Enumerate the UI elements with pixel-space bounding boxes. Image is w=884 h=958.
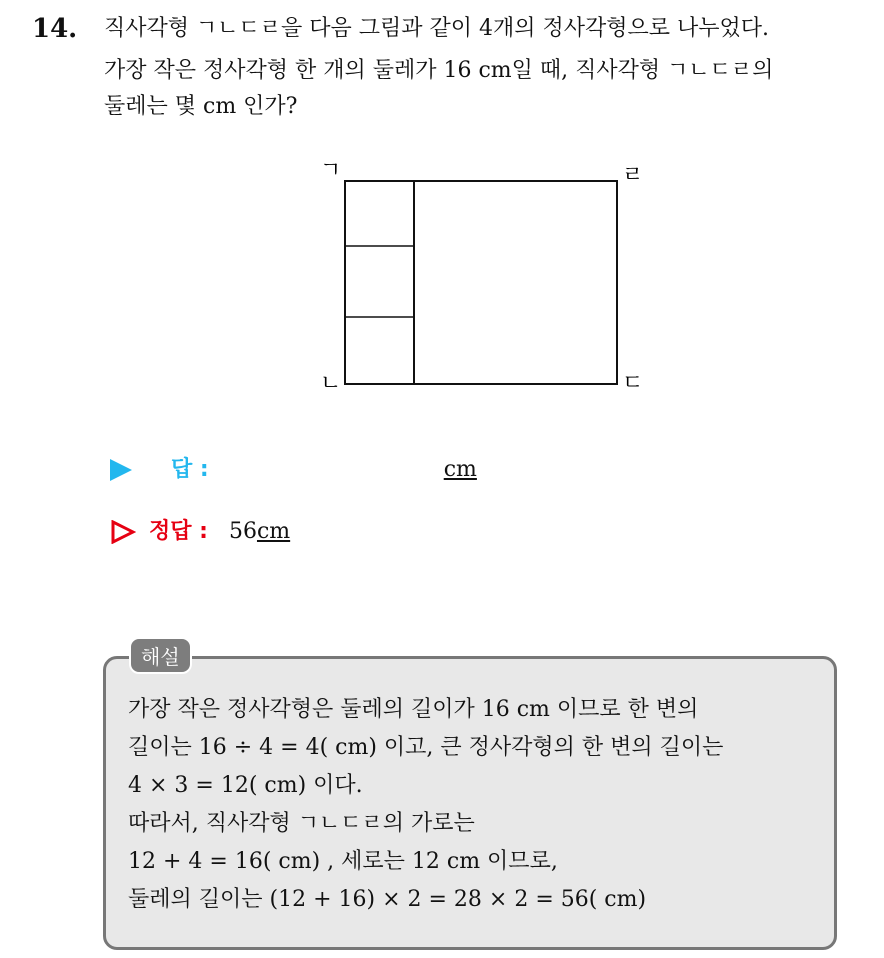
explanation-line-2: 길이는 16 ÷ 4 = 4( cm) 이고, 큰 정사각형의 한 변의 길이는 — [128, 735, 724, 760]
question-line-1: 직사각형 ㄱㄴㄷㄹ을 다음 그림과 같이 4개의 정사각형으로 나누었다. — [104, 16, 770, 41]
question-line-2: 가장 작은 정사각형 한 개의 둘레가 16 cm일 때, 직사각형 ㄱㄴㄷㄹ의 — [104, 58, 774, 83]
correct-answer-label: 정답 : — [149, 519, 208, 544]
correct-answer-value: 56 — [228, 519, 257, 544]
label-top-left: ㄱ — [320, 158, 342, 183]
question-number: 14. — [32, 14, 78, 44]
explanation-tag: 해설 — [129, 637, 192, 674]
label-top-right: ㄹ — [622, 163, 644, 188]
explanation-line-5: 12 + 4 = 16( cm) , 세로는 12 cm 이므로, — [128, 849, 558, 874]
explanation-line-4: 따라서, 직사각형 ㄱㄴㄷㄹ의 가로는 — [128, 811, 475, 836]
label-bottom-left: ㄴ — [320, 371, 342, 396]
rectangle-figure — [300, 152, 660, 397]
play-triangle-icon — [110, 459, 132, 481]
explanation-line-6: 둘레의 길이는 (12 + 16) × 2 = 28 × 2 = 56( cm) — [128, 887, 647, 912]
question-line-3: 둘레는 몇 cm 인가? — [104, 94, 298, 119]
explanation-line-3: 4 × 3 = 12( cm) 이다. — [128, 773, 363, 798]
answer-row — [110, 452, 477, 483]
answer-unit: cm — [443, 457, 477, 482]
label-bottom-right: ㄷ — [622, 371, 644, 396]
outline-triangle-icon — [110, 520, 136, 544]
answer-label: 답 : — [171, 457, 209, 482]
outer-rectangle — [345, 181, 617, 384]
explanation-line-1: 가장 작은 정사각형은 둘레의 길이가 16 cm 이므로 한 변의 — [128, 697, 699, 722]
correct-answer-unit: cm — [256, 519, 291, 544]
correct-answer-row — [110, 514, 290, 545]
